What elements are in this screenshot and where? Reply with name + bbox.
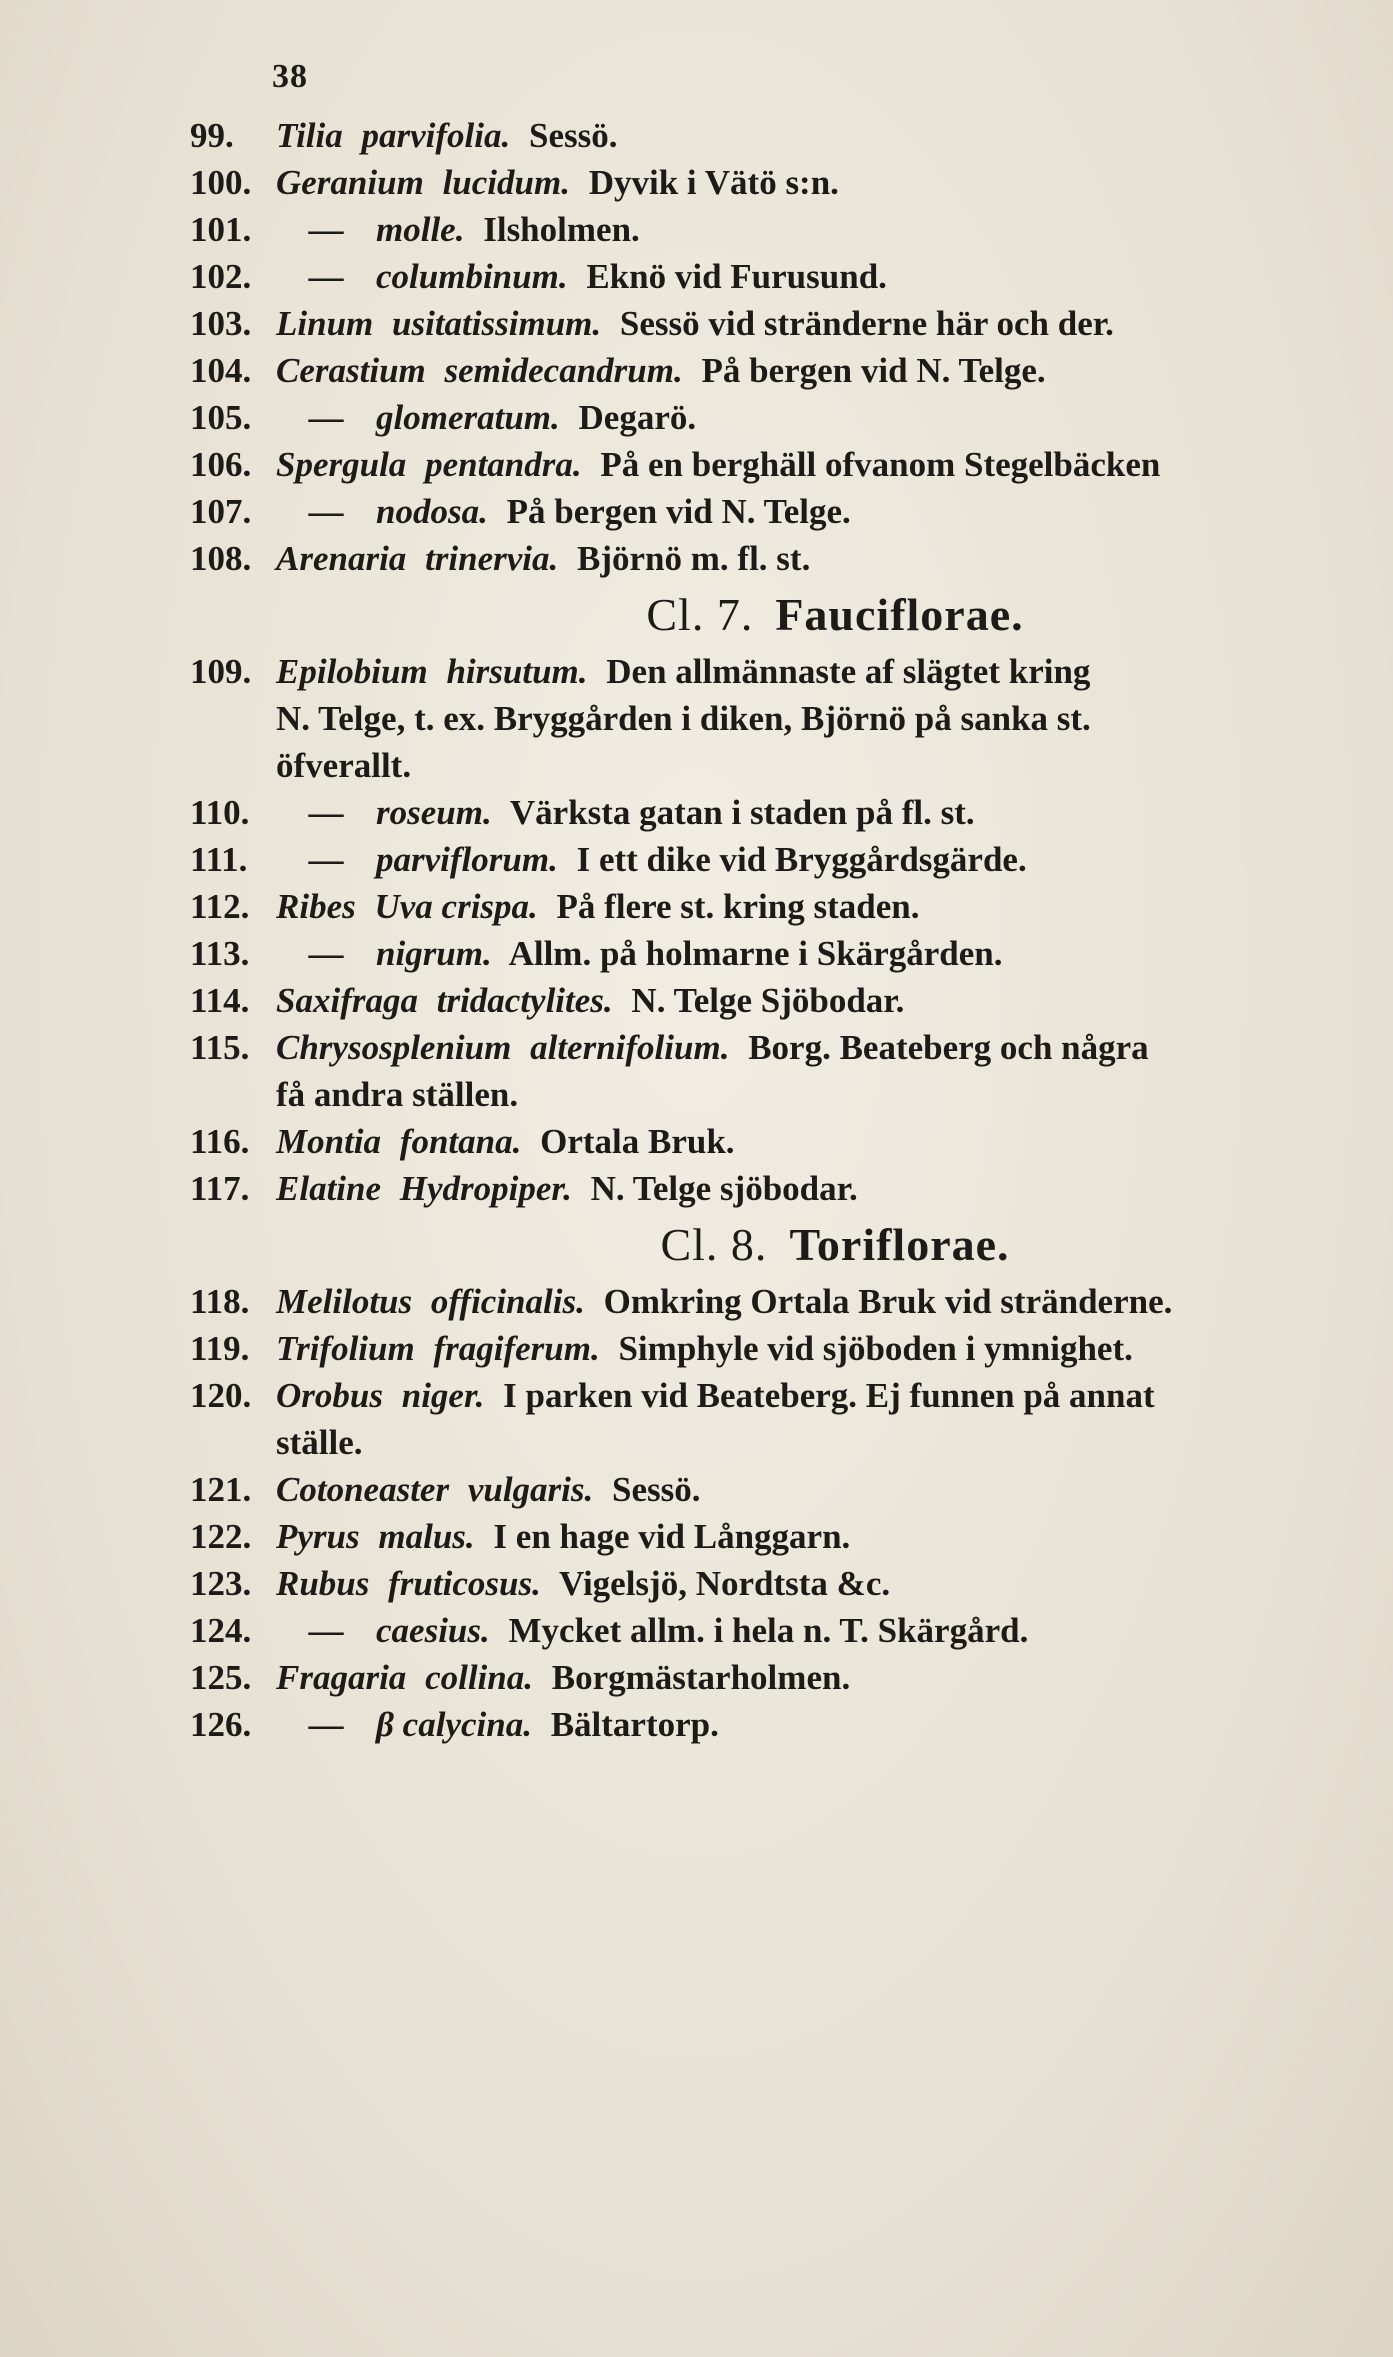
list-item [190, 394, 1340, 441]
locality: Den allmännaste af slägtet kring [606, 652, 1091, 691]
species-name: roseum. [376, 793, 492, 832]
entry-number: 111. [190, 840, 248, 879]
entry-text [276, 1466, 1340, 1513]
entry-number: 109. [190, 652, 252, 691]
species-name: Hydropiper. [399, 1169, 572, 1208]
genus-name: Cerastium [276, 351, 426, 390]
locality: Ilsholmen. [483, 210, 640, 249]
class-name: Toriflorae. [789, 1219, 1010, 1270]
species-name: officinalis. [430, 1282, 585, 1321]
locality: N. Telge sjöbodar. [590, 1169, 858, 1208]
locality: På bergen vid N. Telge. [701, 351, 1046, 390]
species-name: columbinum. [376, 257, 568, 296]
entry-number: 118. [190, 1282, 250, 1321]
species-name: usitatissimum. [392, 304, 602, 343]
ditto-dash: — [308, 398, 344, 437]
entry-number: 113. [190, 934, 250, 973]
list-item [190, 1560, 1340, 1607]
locality: Borg. Beateberg och några [748, 1028, 1149, 1067]
entry-text [276, 1165, 1340, 1212]
locality: Eknö vid Furusund. [586, 257, 887, 296]
entry-text [276, 112, 1340, 159]
entry-text [276, 488, 1340, 535]
entry-text [276, 789, 1340, 836]
species-name: pentandra. [425, 445, 582, 484]
genus-name: Cotoneaster [276, 1470, 450, 1509]
entry-text [276, 206, 1340, 253]
entry-number: 102. [190, 257, 252, 296]
ditto-dash: — [308, 934, 344, 973]
entry-number: 125. [190, 1658, 252, 1697]
entry-number: 117. [190, 1169, 250, 1208]
species-name: nodosa. [376, 492, 488, 531]
entry-number: 116. [190, 1122, 250, 1161]
entry-number: 124. [190, 1611, 252, 1650]
entry-number: 122. [190, 1517, 252, 1556]
entry-text [276, 836, 1340, 883]
list-item [190, 441, 1340, 488]
entry-number: 123. [190, 1564, 252, 1603]
genus-name: Epilobium [276, 652, 428, 691]
list-item [190, 789, 1340, 836]
genus-name: Orobus [276, 1376, 383, 1415]
list-item [190, 1118, 1340, 1165]
entry-number: 104. [190, 351, 252, 390]
entry-text [276, 159, 1340, 206]
list-item [190, 977, 1340, 1024]
locality: Björnö m. fl. st. [577, 539, 811, 578]
list-item [190, 488, 1340, 535]
locality: I parken vid Beateberg. Ej funnen på annat [503, 1376, 1155, 1415]
genus-name: Spergula [276, 445, 407, 484]
genus-name: Arenaria [276, 539, 407, 578]
species-name: vulgaris. [467, 1470, 594, 1509]
list-item [190, 836, 1340, 883]
entry-number: 99. [190, 116, 234, 155]
list-item [190, 1654, 1340, 1701]
list-item [190, 1372, 1340, 1419]
locality: I en hage vid Långgarn. [493, 1517, 851, 1556]
genus-name: Pyrus [276, 1517, 360, 1556]
locality-continuation: få andra ställen. [276, 1075, 519, 1114]
species-name: trinervia. [425, 539, 559, 578]
species-name: lucidum. [442, 163, 570, 202]
list-item [190, 1278, 1340, 1325]
locality: Värksta gatan i staden på fl. st. [509, 793, 975, 832]
list-item [190, 1165, 1340, 1212]
locality-continuation: ställe. [276, 1423, 363, 1462]
species-name: alternifolium. [530, 1028, 730, 1067]
entry-text [276, 347, 1340, 394]
species-name: β calycina. [376, 1705, 532, 1744]
species-name: glomeratum. [376, 398, 560, 437]
genus-name: Chrysosplenium [276, 1028, 512, 1067]
list-item [190, 206, 1340, 253]
locality: Sessö vid stränderne här och der. [619, 304, 1114, 343]
species-name: parvifolia. [361, 116, 511, 155]
species-name: fruticosus. [388, 1564, 541, 1603]
entry-number: 112. [190, 887, 250, 926]
list-item [190, 112, 1340, 159]
locality: Vigelsjö, Nordtsta &c. [558, 1564, 891, 1603]
genus-name: Trifolium [276, 1329, 415, 1368]
genus-name: Fragaria [276, 1658, 407, 1697]
list-item [190, 1466, 1340, 1513]
genus-name: Elatine [276, 1169, 382, 1208]
genus-name: Tilia [276, 116, 343, 155]
locality: Omkring Ortala Bruk vid stränderne. [603, 1282, 1173, 1321]
entry-text [276, 1701, 1340, 1748]
class-heading [330, 582, 1340, 648]
entry-number: 105. [190, 398, 252, 437]
species-name: parviflorum. [376, 840, 558, 879]
species-name: niger. [401, 1376, 485, 1415]
locality: Bältartorp. [550, 1705, 719, 1744]
ditto-dash: — [308, 840, 344, 879]
ditto-dash: — [308, 210, 344, 249]
genus-name: Rubus [276, 1564, 370, 1603]
locality: På bergen vid N. Telge. [506, 492, 851, 531]
entry-number: 120. [190, 1376, 252, 1415]
entry-number: 108. [190, 539, 252, 578]
species-name: malus. [378, 1517, 475, 1556]
entry-number: 101. [190, 210, 252, 249]
entry-text [276, 1118, 1340, 1165]
entry-number: 121. [190, 1470, 252, 1509]
entry-number: 119. [190, 1329, 250, 1368]
species-name: collina. [425, 1658, 533, 1697]
entry-text [276, 930, 1340, 977]
genus-name: Montia [276, 1122, 382, 1161]
species-name: tridactylites. [436, 981, 613, 1020]
locality: Degarö. [578, 398, 697, 437]
locality: Ortala Bruk. [540, 1122, 735, 1161]
entry-number: 126. [190, 1705, 252, 1744]
entry-text [276, 648, 1340, 695]
class-number: Cl. 7. [646, 589, 754, 640]
entry-text [276, 253, 1340, 300]
entry-number: 110. [190, 793, 250, 832]
entry-number: 103. [190, 304, 252, 343]
list-item [190, 1607, 1340, 1654]
list-item [190, 253, 1340, 300]
entry-text [276, 1325, 1340, 1372]
class-number: Cl. 8. [660, 1219, 768, 1270]
list-item [190, 535, 1340, 582]
genus-name: Melilotus [276, 1282, 413, 1321]
list-item [190, 648, 1340, 695]
locality: På flere st. kring staden. [556, 887, 920, 926]
list-item [190, 930, 1340, 977]
genus-name: Ribes [276, 887, 356, 926]
locality: Mycket allm. i hela n. T. Skärgård. [508, 1611, 1029, 1650]
entry-text [276, 1278, 1340, 1325]
list-item [190, 1024, 1340, 1071]
list-item [190, 159, 1340, 206]
entry-text [276, 977, 1340, 1024]
entry-text [276, 441, 1340, 488]
genus-name: Linum [276, 304, 374, 343]
entry-number: 114. [190, 981, 250, 1020]
entry-text [276, 1372, 1340, 1419]
entry-number: 115. [190, 1028, 250, 1067]
entry-number: 107. [190, 492, 252, 531]
list-item [190, 300, 1340, 347]
species-name: fragiferum. [433, 1329, 600, 1368]
genus-name: Saxifraga [276, 981, 418, 1020]
list-item [190, 1325, 1340, 1372]
entry-text [276, 883, 1340, 930]
species-name: semidecandrum. [444, 351, 683, 390]
entry-number: 106. [190, 445, 252, 484]
locality-continuation: N. Telge, t. ex. Bryggården i diken, Björnö på sanka st. [276, 699, 1091, 738]
species-list [190, 112, 1340, 1748]
ditto-dash: — [308, 1611, 344, 1650]
locality: Sessö. [612, 1470, 701, 1509]
entry-text [276, 394, 1340, 441]
locality: Sessö. [529, 116, 618, 155]
locality: Allm. på holmarne i Skärgården. [508, 934, 1003, 973]
entry-number: 100. [190, 163, 252, 202]
species-name: Uva crispa. [374, 887, 538, 926]
species-name: caesius. [376, 1611, 490, 1650]
species-name: hirsutum. [446, 652, 588, 691]
locality: Simphyle vid sjöboden i ymnighet. [618, 1329, 1133, 1368]
locality: Borgmästarholmen. [551, 1658, 851, 1697]
entry-text [276, 535, 1340, 582]
locality-continuation: öfverallt. [276, 746, 412, 785]
class-name: Fauciflorae. [775, 589, 1024, 640]
entry-text [276, 1607, 1340, 1654]
locality: I ett dike vid Bryggårdsgärde. [576, 840, 1027, 879]
list-item [190, 1701, 1340, 1748]
locality: På en berghäll ofvanom Stegelbäcken [600, 445, 1161, 484]
locality: Dyvik i Vätö s:n. [588, 163, 839, 202]
list-item [190, 347, 1340, 394]
entry-text [276, 1513, 1340, 1560]
ditto-dash: — [308, 793, 344, 832]
species-name: fontana. [399, 1122, 522, 1161]
page-number: 38 [272, 58, 308, 95]
genus-name: Geranium [276, 163, 424, 202]
ditto-dash: — [308, 1705, 344, 1744]
class-heading [330, 1212, 1340, 1278]
entry-text [276, 1654, 1340, 1701]
species-name: molle. [376, 210, 465, 249]
species-name: nigrum. [376, 934, 492, 973]
entry-text [276, 1560, 1340, 1607]
ditto-dash: — [308, 257, 344, 296]
list-item [190, 883, 1340, 930]
entry-text [276, 1024, 1340, 1071]
locality: N. Telge Sjöbodar. [631, 981, 905, 1020]
ditto-dash: — [308, 492, 344, 531]
list-item [190, 1513, 1340, 1560]
entry-text [276, 300, 1340, 347]
